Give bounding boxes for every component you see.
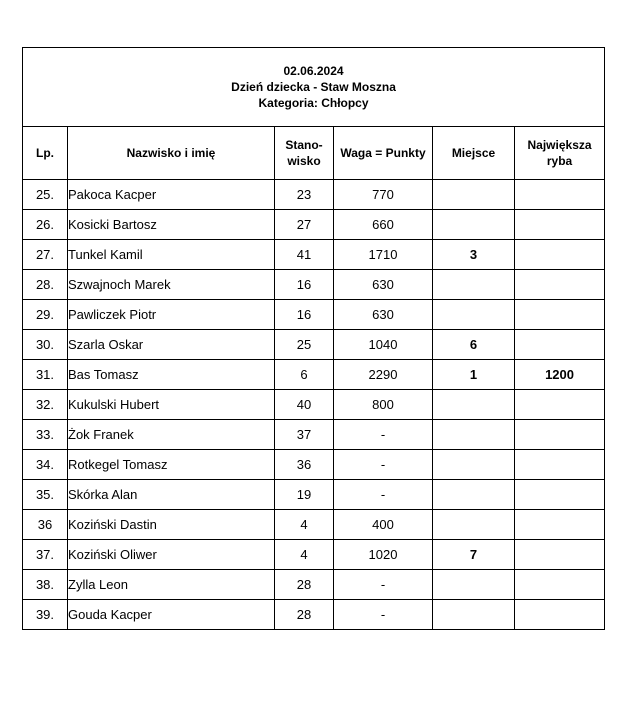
cell-miejsce (433, 420, 515, 450)
event-date: 02.06.2024 (283, 64, 344, 78)
cell-stanowisko: 37 (275, 420, 334, 450)
cell-miejsce (433, 180, 515, 210)
column-header-ryba-line-2: ryba (546, 154, 573, 168)
cell-stanowisko: 28 (275, 600, 334, 630)
cell-lp: 33. (23, 420, 68, 450)
results-table (22, 47, 605, 630)
event-category: Kategoria: Chłopcy (258, 96, 369, 110)
cell-ryba: 1200 (515, 360, 605, 390)
cell-waga: - (334, 570, 433, 600)
cell-name: Rotkegel Tomasz (68, 450, 275, 480)
table-row (23, 270, 605, 300)
cell-name: Szwajnoch Marek (68, 270, 275, 300)
cell-ryba (515, 480, 605, 510)
cell-lp: 30. (23, 330, 68, 360)
cell-waga: - (334, 600, 433, 630)
cell-name: Koziński Oliwer (68, 540, 275, 570)
cell-waga: 2290 (334, 360, 433, 390)
cell-lp: 26. (23, 210, 68, 240)
cell-waga: - (334, 420, 433, 450)
cell-ryba (515, 240, 605, 270)
cell-stanowisko: 19 (275, 480, 334, 510)
cell-name: Skórka Alan (68, 480, 275, 510)
cell-lp: 25. (23, 180, 68, 210)
cell-stanowisko: 6 (275, 360, 334, 390)
cell-miejsce (433, 300, 515, 330)
cell-name: Pawliczek Piotr (68, 300, 275, 330)
table-row (23, 420, 605, 450)
cell-stanowisko: 36 (275, 450, 334, 480)
table-row (23, 540, 605, 570)
cell-lp: 35. (23, 480, 68, 510)
cell-ryba (515, 450, 605, 480)
cell-waga: 1040 (334, 330, 433, 360)
cell-name: Kukulski Hubert (68, 390, 275, 420)
cell-ryba (515, 300, 605, 330)
table-row (23, 360, 605, 390)
header-row (23, 127, 605, 180)
column-header-waga: Waga = Punkty (334, 127, 433, 180)
column-header-ryba (515, 127, 605, 180)
cell-miejsce (433, 570, 515, 600)
cell-stanowisko: 16 (275, 300, 334, 330)
table-row (23, 600, 605, 630)
cell-lp: 38. (23, 570, 68, 600)
cell-waga: - (334, 480, 433, 510)
cell-waga: 1020 (334, 540, 433, 570)
cell-stanowisko: 27 (275, 210, 334, 240)
cell-miejsce (433, 210, 515, 240)
cell-miejsce (433, 510, 515, 540)
cell-stanowisko: 28 (275, 570, 334, 600)
table-row (23, 390, 605, 420)
cell-ryba (515, 570, 605, 600)
cell-lp: 39. (23, 600, 68, 630)
cell-lp: 29. (23, 300, 68, 330)
table-row (23, 510, 605, 540)
table-row (23, 240, 605, 270)
cell-lp: 37. (23, 540, 68, 570)
cell-stanowisko: 4 (275, 540, 334, 570)
cell-name: Koziński Dastin (68, 510, 275, 540)
cell-name: Szarla Oskar (68, 330, 275, 360)
cell-ryba (515, 330, 605, 360)
cell-miejsce (433, 450, 515, 480)
cell-waga: 400 (334, 510, 433, 540)
cell-miejsce: 1 (433, 360, 515, 390)
cell-ryba (515, 180, 605, 210)
cell-miejsce (433, 270, 515, 300)
event-name: Dzień dziecka - Staw Moszna (231, 80, 396, 94)
cell-stanowisko: 41 (275, 240, 334, 270)
column-header-ryba-line-1: Największa (527, 138, 592, 152)
cell-lp: 32. (23, 390, 68, 420)
cell-miejsce (433, 480, 515, 510)
cell-miejsce (433, 600, 515, 630)
column-header-stanowisko-line-1: Stano- (285, 138, 323, 152)
column-header-name: Nazwisko i imię (68, 127, 275, 180)
table-row (23, 450, 605, 480)
cell-ryba (515, 390, 605, 420)
table-title (23, 48, 605, 127)
cell-stanowisko: 25 (275, 330, 334, 360)
table-row (23, 300, 605, 330)
cell-stanowisko: 16 (275, 270, 334, 300)
cell-ryba (515, 210, 605, 240)
column-header-stanowisko-line-2: wisko (287, 154, 321, 168)
cell-miejsce: 7 (433, 540, 515, 570)
cell-miejsce: 3 (433, 240, 515, 270)
cell-name: Pakoca Kacper (68, 180, 275, 210)
cell-stanowisko: 40 (275, 390, 334, 420)
cell-lp: 34. (23, 450, 68, 480)
cell-miejsce (433, 390, 515, 420)
cell-ryba (515, 420, 605, 450)
table-row (23, 480, 605, 510)
cell-name: Zylla Leon (68, 570, 275, 600)
cell-waga: - (334, 450, 433, 480)
cell-ryba (515, 270, 605, 300)
cell-waga: 770 (334, 180, 433, 210)
cell-lp: 28. (23, 270, 68, 300)
cell-stanowisko: 23 (275, 180, 334, 210)
cell-lp: 31. (23, 360, 68, 390)
cell-name: Żok Franek (68, 420, 275, 450)
results-table-body (23, 48, 605, 630)
cell-waga: 660 (334, 210, 433, 240)
column-header-stanowisko (275, 127, 334, 180)
cell-waga: 630 (334, 270, 433, 300)
cell-name: Kosicki Bartosz (68, 210, 275, 240)
cell-waga: 1710 (334, 240, 433, 270)
cell-name: Bas Tomasz (68, 360, 275, 390)
cell-waga: 800 (334, 390, 433, 420)
table-row (23, 210, 605, 240)
cell-name: Gouda Kacper (68, 600, 275, 630)
cell-ryba (515, 600, 605, 630)
column-header-lp: Lp. (23, 127, 68, 180)
cell-miejsce: 6 (433, 330, 515, 360)
table-row (23, 330, 605, 360)
title-row (23, 48, 605, 127)
cell-lp: 36 (23, 510, 68, 540)
cell-waga: 630 (334, 300, 433, 330)
column-header-miejsce: Miejsce (433, 127, 515, 180)
cell-ryba (515, 540, 605, 570)
cell-ryba (515, 510, 605, 540)
cell-stanowisko: 4 (275, 510, 334, 540)
cell-lp: 27. (23, 240, 68, 270)
cell-name: Tunkel Kamil (68, 240, 275, 270)
table-row (23, 180, 605, 210)
table-row (23, 570, 605, 600)
